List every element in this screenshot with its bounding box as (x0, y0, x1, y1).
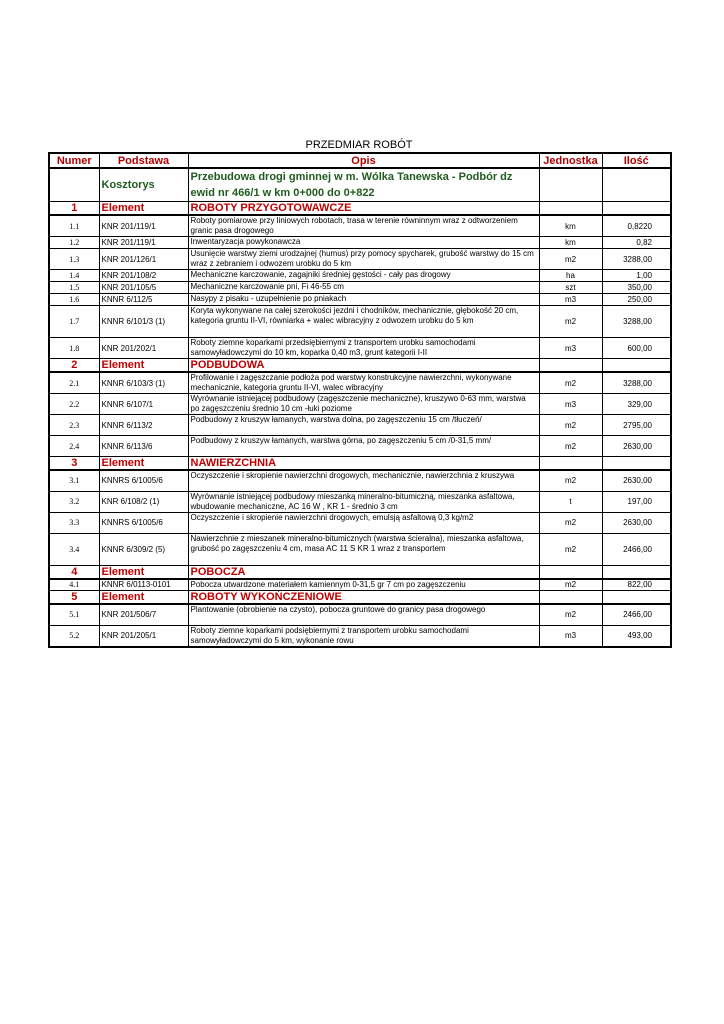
item-quantity: 2466,00 (602, 604, 671, 625)
item-unit: km (539, 237, 602, 249)
table-row (49, 270, 671, 282)
table-row (49, 436, 671, 457)
item-description: Nasypy z pisaku - uzupełnienie po pniakach (188, 294, 539, 306)
item-basis: KNR 201/506/7 (99, 604, 188, 625)
table-row (49, 237, 671, 249)
table-row (49, 249, 671, 270)
item-quantity: 0,82 (602, 237, 671, 249)
header-numer: Numer (49, 153, 99, 168)
section-title: ROBOTY WYKOŃCZENIOWE (188, 591, 539, 605)
item-unit: m2 (539, 533, 602, 565)
item-number: 3.2 (49, 491, 99, 512)
item-number: 1.4 (49, 270, 99, 282)
item-unit: m3 (539, 338, 602, 359)
item-number: 4.1 (49, 579, 99, 591)
item-description: Podbudowy z kruszyw łamanych, warstwa górna, po zagęszczeniu 5 cm /0-31,5 mm/ (188, 436, 539, 457)
item-quantity: 197,00 (602, 491, 671, 512)
project-description: Przebudowa drogi gminnej w m. Wólka Tanewska - Podbór dz ewid nr 466/1 w km 0+000 do 0+822 (188, 168, 539, 202)
item-description: Mechaniczne karczowanie, zagajniki średniej gęstości - cały pas drogowy (188, 270, 539, 282)
table-row (49, 470, 671, 491)
section-number: 3 (49, 457, 99, 471)
section-unit-cell (539, 359, 602, 373)
item-basis: KNNRS 6/1005/6 (99, 512, 188, 533)
item-unit: m2 (539, 436, 602, 457)
item-number: 3.1 (49, 470, 99, 491)
project-row (49, 168, 671, 202)
document-title: PRZEDMIAR ROBÓT (305, 139, 413, 151)
table-row (49, 415, 671, 436)
header-podstawa: Podstawa (99, 153, 188, 168)
section-qty-cell (602, 359, 671, 373)
section-title: ROBOTY PRZYGOTOWAWCZE (188, 202, 539, 216)
section-label: Element (99, 591, 188, 605)
table-row (49, 282, 671, 294)
section-title: POBOCZA (188, 565, 539, 579)
item-description: Roboty ziemne koparkami podsiębiernymi z transportem urobku samochodami samowyładowczymi do 5 km, wykonanie rowu (188, 625, 539, 647)
item-basis: KNNRS 6/1005/6 (99, 470, 188, 491)
project-num-cell (49, 168, 99, 202)
item-basis: KNNR 6/103/3 (1) (99, 372, 188, 394)
section-title: PODBUDOWA (188, 359, 539, 373)
item-quantity: 493,00 (602, 625, 671, 647)
item-description: Podbudowy z kruszyw łamanych, warstwa dolna, po zagęszczeniu 15 cm /tłuczeń/ (188, 415, 539, 436)
table-row (49, 625, 671, 647)
item-number: 3.4 (49, 533, 99, 565)
item-description: Inwentaryzacja powykonawcza (188, 237, 539, 249)
header-ilosc: Ilość (602, 153, 671, 168)
item-quantity: 822,00 (602, 579, 671, 591)
header-opis: Opis (188, 153, 539, 168)
item-basis: KNNR 6/107/1 (99, 394, 188, 415)
item-basis: KNNR 6/0113-0101 (99, 579, 188, 591)
table-body (49, 168, 671, 647)
section-qty-cell (602, 565, 671, 579)
item-unit: m2 (539, 372, 602, 394)
item-description: Oczyszczenie i skropienie nawierzchni drogowych, emulsją asfaltową 0,3 kg/m2 (188, 512, 539, 533)
table-row (49, 294, 671, 306)
section-title: NAWIERZCHNIA (188, 457, 539, 471)
item-number: 2.4 (49, 436, 99, 457)
item-quantity: 600,00 (602, 338, 671, 359)
project-label: Kosztorys (99, 168, 188, 202)
table-header-row (49, 153, 671, 168)
item-description: Roboty ziemne koparkami przedsiębiernymi z transportem urobku samochodami samowyładowczymi do 10 km, koparka 0,40 m3, grunt kategorii I-II (188, 338, 539, 359)
section-number: 4 (49, 565, 99, 579)
section-row (49, 202, 671, 216)
item-number: 1.2 (49, 237, 99, 249)
item-quantity: 1,00 (602, 270, 671, 282)
item-quantity: 3288,00 (602, 372, 671, 394)
item-basis: KNNR 6/112/5 (99, 294, 188, 306)
item-number: 3.3 (49, 512, 99, 533)
table-row (49, 215, 671, 237)
section-unit-cell (539, 457, 602, 471)
item-number: 2.1 (49, 372, 99, 394)
section-row (49, 591, 671, 605)
item-unit: m2 (539, 249, 602, 270)
item-quantity: 2630,00 (602, 436, 671, 457)
item-unit: m3 (539, 625, 602, 647)
item-quantity: 2630,00 (602, 470, 671, 491)
item-basis: KNR 201/119/1 (99, 237, 188, 249)
item-quantity: 2630,00 (602, 512, 671, 533)
cost-estimate-table (48, 152, 672, 648)
table-row (49, 533, 671, 565)
table-row (49, 512, 671, 533)
item-description: Pobocza utwardzone materiałem kamiennym 0-31,5 gr 7 cm po zagęszczeniu (188, 579, 539, 591)
item-description: Plantowanie (obrobienie na czysto), pobocza gruntowe do granicy pasa drogowego (188, 604, 539, 625)
section-unit-cell (539, 591, 602, 605)
item-basis: KNR 201/205/1 (99, 625, 188, 647)
item-quantity: 329,00 (602, 394, 671, 415)
item-basis: KNR 201/126/1 (99, 249, 188, 270)
item-quantity: 2795,00 (602, 415, 671, 436)
section-row (49, 359, 671, 373)
item-unit: m2 (539, 415, 602, 436)
item-basis: KNNR 6/113/2 (99, 415, 188, 436)
section-qty-cell (602, 457, 671, 471)
item-number: 5.1 (49, 604, 99, 625)
item-number: 5.2 (49, 625, 99, 647)
item-number: 1.7 (49, 306, 99, 338)
item-unit: m2 (539, 512, 602, 533)
item-quantity: 3288,00 (602, 306, 671, 338)
item-description: Koryta wykonywane na całej szerokości jezdni i chodników, mechanicznie, głębokość 20 cm, kategoria gruntu II-VI, równiarka + walec wibracyjny z odwozem urobku do 5 km (188, 306, 539, 338)
header-jednostka: Jednostka (539, 153, 602, 168)
item-description: Nawierzchnie z mieszanek mineralno-bitumicznych (warstwa ścieralna), mieszanka asfaltowa, grubość po zagęszczeniu 4 cm, masa AC 11 S KR 1 wraz z transportem (188, 533, 539, 565)
item-basis: KNNR 6/309/2 (5) (99, 533, 188, 565)
section-qty-cell (602, 202, 671, 216)
table-row (49, 338, 671, 359)
item-number: 1.5 (49, 282, 99, 294)
item-unit: m2 (539, 579, 602, 591)
item-quantity: 2466,00 (602, 533, 671, 565)
item-basis: KNNR 6/101/3 (1) (99, 306, 188, 338)
section-number: 5 (49, 591, 99, 605)
item-basis: KNNR 6/113/6 (99, 436, 188, 457)
item-quantity: 0,8220 (602, 215, 671, 237)
item-unit: km (539, 215, 602, 237)
section-label: Element (99, 359, 188, 373)
item-unit: m2 (539, 306, 602, 338)
item-quantity: 3288,00 (602, 249, 671, 270)
table-row (49, 579, 671, 591)
item-description: Wyrównanie istniejącej podbudowy (zagęszczenie mechaniczne), kruszywo 0-63 mm, warstwa po zagęszczeniu średnio 10 cm -łuki poziome (188, 394, 539, 415)
item-description: Wyrównanie istniejącej podbudowy mieszanką mineralno-bitumiczną, mieszanka asfaltowa, wbudowanie mechaniczne, AC 16 W , KR 1 - średnio 3 cm (188, 491, 539, 512)
table-row (49, 372, 671, 394)
item-number: 1.8 (49, 338, 99, 359)
item-description: Oczyszczenie i skropienie nawierzchni drogowych, mechanicznie, nawierzchnia z kruszywa (188, 470, 539, 491)
item-quantity: 250,00 (602, 294, 671, 306)
item-basis: KNR 6/108/2 (1) (99, 491, 188, 512)
item-basis: KNR 201/119/1 (99, 215, 188, 237)
item-unit: t (539, 491, 602, 512)
item-description: Roboty pomiarowe przy liniowych robotach, trasa w terenie równinnym wraz z odtworzeniem granic pasa drogowego (188, 215, 539, 237)
table-row (49, 394, 671, 415)
project-qty-cell (602, 168, 671, 202)
section-row (49, 565, 671, 579)
item-unit: szt (539, 282, 602, 294)
section-qty-cell (602, 591, 671, 605)
section-label: Element (99, 202, 188, 216)
item-number: 2.3 (49, 415, 99, 436)
section-label: Element (99, 565, 188, 579)
item-unit: m2 (539, 470, 602, 491)
section-unit-cell (539, 565, 602, 579)
section-number: 2 (49, 359, 99, 373)
section-unit-cell (539, 202, 602, 216)
project-unit-cell (539, 168, 602, 202)
item-unit: m3 (539, 294, 602, 306)
item-unit: ha (539, 270, 602, 282)
section-number: 1 (49, 202, 99, 216)
table-row (49, 491, 671, 512)
item-unit: m2 (539, 604, 602, 625)
table-row (49, 604, 671, 625)
item-number: 2.2 (49, 394, 99, 415)
item-unit: m3 (539, 394, 602, 415)
item-description: Profilowanie i zagęszczanie podłoża pod warstwy konstrukcyjne nawierzchni, wykonywane mechanicznie, kategoria gruntu II-VI, walec wibracyjny (188, 372, 539, 394)
table-row (49, 306, 671, 338)
item-basis: KNR 201/105/5 (99, 282, 188, 294)
item-quantity: 350,00 (602, 282, 671, 294)
section-label: Element (99, 457, 188, 471)
item-number: 1.3 (49, 249, 99, 270)
item-basis: KNR 201/202/1 (99, 338, 188, 359)
item-description: Mechaniczne karczowanie pni, Fi 46-55 cm (188, 282, 539, 294)
item-description: Usunięcie warstwy ziemi urodzajnej (humus) przy pomocy spycharek, grubość warstwy do 15 cm wraz z zebraniem i odwozem urobku do 5 km (188, 249, 539, 270)
item-number: 1.1 (49, 215, 99, 237)
item-basis: KNR 201/108/2 (99, 270, 188, 282)
section-row (49, 457, 671, 471)
item-number: 1.6 (49, 294, 99, 306)
